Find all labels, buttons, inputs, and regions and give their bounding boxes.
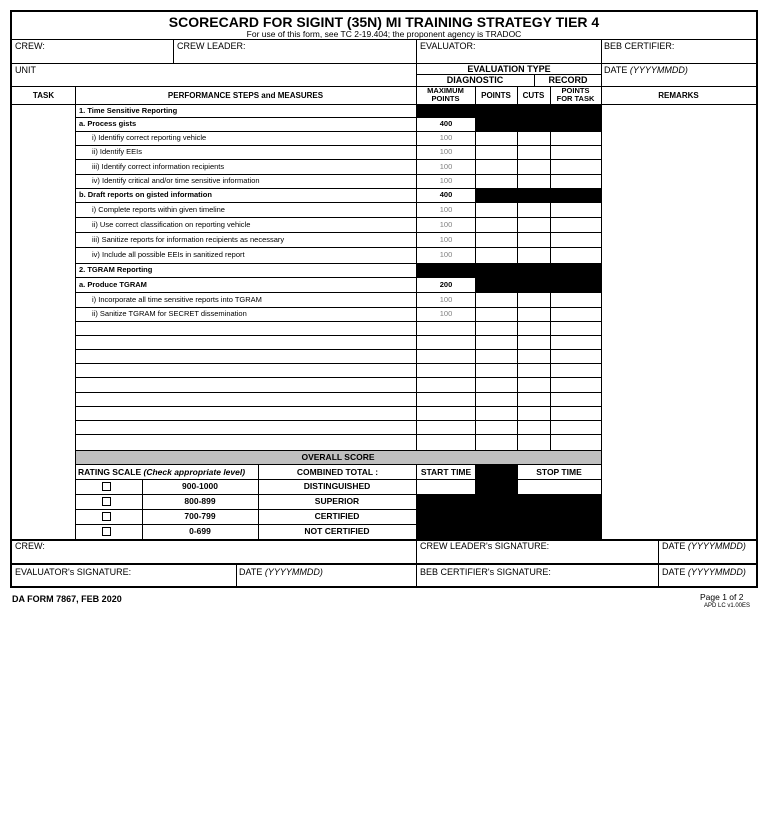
remarks-column-header: REMARKS bbox=[658, 91, 699, 100]
points-column-header: POINTS bbox=[481, 91, 511, 100]
beb-certifier-field[interactable]: BEB CERTIFIER: bbox=[604, 41, 675, 51]
rating-range: 900-1000 bbox=[182, 481, 218, 491]
max-points-cell: 100 bbox=[439, 250, 453, 259]
form-subtitle: For use of this form, see TC 2-19.404; the proponent agency is TRADOC bbox=[246, 29, 522, 39]
date-field[interactable]: DATE (YYYYMMDD) bbox=[604, 65, 688, 75]
diagnostic-option[interactable]: DIAGNOSTIC bbox=[446, 75, 504, 85]
crew-leader-field[interactable]: CREW LEADER: bbox=[177, 41, 246, 51]
max-points-cell: 100 bbox=[439, 294, 453, 304]
max-points-cell: 400 bbox=[439, 190, 453, 199]
performance-step-row: a. Process gists bbox=[79, 119, 137, 128]
max-points-cell: 100 bbox=[439, 309, 453, 318]
rating-level-label: SUPERIOR bbox=[314, 496, 360, 506]
max-points-cell: 400 bbox=[439, 119, 453, 128]
performance-step-row: i) Identifiy correct reporting vehicle bbox=[92, 133, 207, 142]
crew-leader-signature-field[interactable]: CREW LEADER's SIGNATURE: bbox=[420, 541, 550, 551]
rating-range: 700-799 bbox=[184, 511, 216, 521]
overall-score-title: OVERALL SCORE bbox=[301, 452, 375, 462]
rating-level-label: DISTINGUISHED bbox=[303, 481, 371, 491]
rating-checkbox[interactable] bbox=[102, 482, 111, 491]
evaluator-field[interactable]: EVALUATOR: bbox=[420, 41, 476, 51]
page-number: Page 1 of 2 bbox=[700, 592, 744, 602]
combined-total-label: COMBINED TOTAL : bbox=[296, 467, 379, 477]
stop-time-label: STOP TIME bbox=[536, 467, 582, 477]
max-points-cell: 100 bbox=[439, 234, 453, 244]
crew-leader-date-field[interactable]: DATE (YYYYMMDD) bbox=[662, 541, 746, 551]
version-tag: APD LC v1.00ES bbox=[704, 603, 751, 609]
max-points-cell: 100 bbox=[439, 161, 453, 171]
beb-certifier-date-field[interactable]: DATE (YYYYMMDD) bbox=[662, 567, 746, 577]
max-points-column-header: MAXIMUM POINTS bbox=[427, 86, 464, 103]
max-points-cell: 100 bbox=[439, 147, 453, 156]
task-column-header: TASK bbox=[32, 91, 55, 100]
evaluator-signature-field[interactable]: EVALUATOR's SIGNATURE: bbox=[15, 567, 132, 577]
performance-step-row: 1. Time Sensitive Reporting bbox=[79, 105, 178, 115]
cuts-column-header: CUTS bbox=[522, 91, 545, 100]
form-id: DA FORM 7867, FEB 2020 bbox=[12, 594, 122, 604]
performance-step-row: ii) Sanitize TGRAM for SECRET dissemination bbox=[92, 309, 247, 318]
crew-signature-field[interactable]: CREW: bbox=[15, 541, 45, 551]
form-title: SCORECARD FOR SIGINT (35N) MI TRAINING STRATEGY TIER 4 bbox=[168, 14, 600, 30]
beb-certifier-signature-field[interactable]: BEB CERTIFIER's SIGNATURE: bbox=[420, 567, 551, 577]
performance-step-row: b. Draft reports on gisted information bbox=[79, 190, 212, 199]
crew-field[interactable]: CREW: bbox=[15, 41, 45, 51]
points-for-task-column-header: POINTS FOR TASK bbox=[556, 86, 595, 103]
rating-range: 800-899 bbox=[184, 496, 216, 506]
rating-range: 0-699 bbox=[189, 526, 211, 536]
start-time-label: START TIME bbox=[420, 467, 472, 477]
performance-step-row: iv) Include all possible EEIs in sanitized report bbox=[92, 250, 245, 259]
max-points-cell: 200 bbox=[439, 279, 453, 289]
evaluator-date-field[interactable]: DATE (YYYYMMDD) bbox=[239, 567, 323, 577]
performance-step-row: ii) Use correct classification on reporting vehicle bbox=[92, 219, 251, 229]
rating-checkbox[interactable] bbox=[102, 497, 111, 506]
evaluation-type-label: EVALUATION TYPE bbox=[467, 64, 551, 74]
rating-level-label: NOT CERTIFIED bbox=[304, 526, 370, 536]
max-points-cell: 100 bbox=[439, 219, 453, 229]
record-option[interactable]: RECORD bbox=[548, 75, 588, 85]
performance-step-row: iv) Identify critical and/or time sensitive information bbox=[92, 176, 260, 185]
rating-scale-label: RATING SCALE (Check appropriate level) bbox=[78, 467, 246, 477]
performance-step-row: i) Incorporate all time sensitive reports into TGRAM bbox=[92, 294, 262, 304]
scorecard-form bbox=[10, 10, 758, 588]
max-points-cell: 100 bbox=[439, 176, 453, 185]
performance-step-row: i) Complete reports within given timeline bbox=[92, 204, 225, 214]
performance-step-row: iii) Sanitize reports for information recipients as necessary bbox=[92, 234, 285, 244]
rating-level-label: CERTIFIED bbox=[314, 511, 360, 521]
performance-column-header: PERFORMANCE STEPS and MEASURES bbox=[167, 91, 324, 100]
unit-field[interactable]: UNIT bbox=[15, 65, 36, 75]
performance-step-row: 2. TGRAM Reporting bbox=[79, 265, 153, 274]
performance-step-row: ii) Identify EEIs bbox=[92, 147, 143, 156]
performance-step-row: a. Produce TGRAM bbox=[79, 279, 147, 289]
max-points-cell: 100 bbox=[439, 204, 453, 214]
rating-checkbox[interactable] bbox=[102, 512, 111, 521]
max-points-cell: 100 bbox=[439, 133, 453, 142]
rating-checkbox[interactable] bbox=[102, 527, 111, 536]
performance-step-row: iii) Identify correct information recipients bbox=[92, 161, 225, 171]
